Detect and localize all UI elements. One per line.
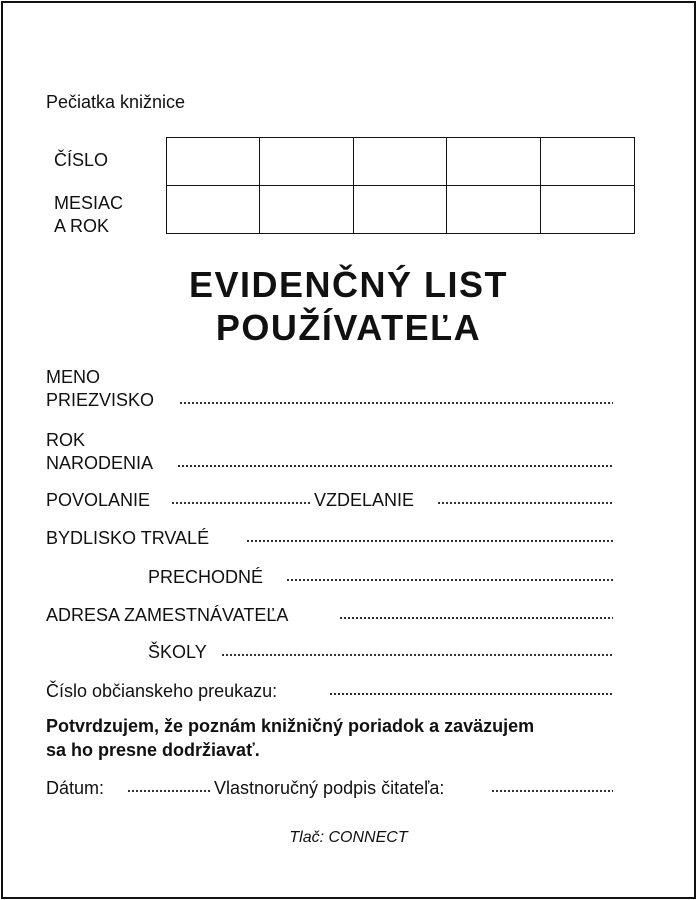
date-label: Dátum: <box>46 778 105 798</box>
reader-signature-label: Vlastnoručný podpis čitateľa: <box>214 778 445 798</box>
education-label: VZDELANIE <box>314 490 415 510</box>
occupation-field[interactable] <box>171 500 311 506</box>
occupation-label: POVOLANIE <box>46 490 151 510</box>
grid-cell[interactable] <box>354 186 447 234</box>
date-field[interactable] <box>127 788 211 794</box>
grid-cell[interactable] <box>167 186 260 234</box>
printer-credit: Tlač: CONNECT <box>289 829 408 846</box>
temporary-residence-label: PRECHODNÉ <box>148 567 264 587</box>
id-card-label: Číslo občianskeho preukazu: <box>46 681 278 701</box>
reader-signature-field[interactable] <box>491 788 613 794</box>
grid-cell[interactable] <box>167 138 260 186</box>
permanent-residence-field[interactable] <box>246 538 613 544</box>
id-card-field[interactable] <box>329 691 613 697</box>
temporary-residence-field[interactable] <box>286 577 613 583</box>
birth-year-label-line1: ROK <box>46 430 86 450</box>
declaration-line1: Potvrdzujem, že poznám knižničný poriadok a zaväzujem <box>46 716 535 736</box>
school-address-field[interactable] <box>221 652 613 658</box>
name-label: MENO <box>46 367 100 387</box>
grid-cell[interactable] <box>354 138 447 186</box>
name-surname-field[interactable] <box>179 400 613 406</box>
birth-year-field[interactable] <box>177 463 613 469</box>
month-year-label-line2: A ROK <box>54 216 110 236</box>
grid-cell[interactable] <box>541 138 634 186</box>
number-month-year-grid[interactable] <box>166 137 635 234</box>
grid-cell[interactable] <box>447 138 540 186</box>
surname-label: PRIEZVISKO <box>46 390 155 410</box>
education-field[interactable] <box>437 500 613 506</box>
grid-cell[interactable] <box>260 186 353 234</box>
month-year-label-line1: MESIAC <box>54 193 124 213</box>
employer-address-label: ADRESA ZAMESTNÁVATEĽA <box>46 605 289 625</box>
grid-cell[interactable] <box>260 138 353 186</box>
number-label: ČÍSLO <box>54 150 109 170</box>
form-title-line2: POUŽÍVATEĽA <box>215 307 482 348</box>
permanent-residence-label: BYDLISKO TRVALÉ <box>46 528 210 548</box>
grid-cell[interactable] <box>541 186 634 234</box>
library-stamp-label: Pečiatka knižnice <box>46 92 186 112</box>
grid-cell[interactable] <box>447 186 540 234</box>
employer-address-field[interactable] <box>339 615 613 621</box>
birth-year-label-line2: NARODENIA <box>46 453 154 473</box>
library-user-registration-form <box>1 1 696 899</box>
declaration-line2: sa ho presne dodržiavať. <box>46 740 260 760</box>
form-title-line1: EVIDENČNÝ LIST <box>188 264 509 305</box>
school-label: ŠKOLY <box>148 642 207 662</box>
